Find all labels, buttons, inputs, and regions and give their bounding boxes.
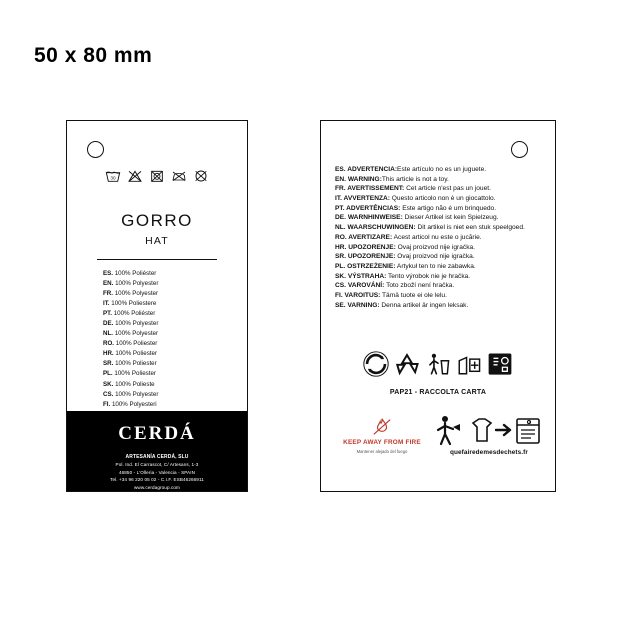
tidy-man-bin-icon (425, 351, 451, 377)
composition-lang: EN. (103, 280, 114, 288)
svg-text:30: 30 (110, 175, 116, 181)
warning-lang: SR. UPOZORENJE: (335, 253, 396, 261)
composition-lang: SK. (103, 380, 114, 388)
wash-30-icon (105, 169, 121, 183)
warning-lang: FR. AVERTISSEMENT: (335, 185, 405, 193)
warning-lang: SE. VARNING: (335, 301, 380, 309)
triman-sorting-icon (433, 413, 545, 447)
warning-item (335, 291, 543, 301)
do-not-tumble-dry-icon (149, 169, 165, 183)
composition-list (103, 269, 158, 420)
warning-lang: RO. AVERTIZARE: (335, 233, 393, 241)
composition-text: 100% Poliéster (114, 270, 157, 277)
warning-item (335, 204, 543, 214)
warning-text: Denna artikel är ingen leksak. (381, 301, 469, 309)
composition-lang: FI. (103, 400, 111, 408)
composition-text: 100% Poliestere (111, 300, 157, 308)
warning-item (335, 233, 543, 243)
warning-item (335, 252, 543, 262)
warning-item (335, 281, 543, 291)
warning-item (335, 243, 543, 253)
warning-list (335, 165, 543, 310)
back-tag (320, 120, 556, 492)
warning-lang: DE. WARNHINWEISE: (335, 214, 403, 222)
composition-text: 100% Polyester (114, 290, 159, 298)
recycle-mobius-icon (394, 351, 420, 377)
composition-text: 100% Poliester (115, 340, 158, 348)
no-fire-icon (371, 417, 393, 437)
do-not-dry-clean-icon (193, 169, 209, 183)
do-not-iron-icon (171, 169, 187, 183)
warning-text: Ovaj proizvod nije igračka. (397, 243, 476, 251)
triman-badge: FR (526, 420, 532, 425)
warning-lang: PL. OSTRZEŻENIE: (335, 262, 396, 270)
read-instructions-icon (487, 351, 513, 377)
warning-item (335, 272, 543, 282)
composition-text: 100% Polyester (115, 320, 159, 328)
do-not-bleach-icon (127, 169, 143, 183)
warning-text: Artykuł ten to nie zabawka. (396, 262, 476, 270)
composition-item (103, 380, 158, 390)
composition-lang: FR. (103, 290, 113, 298)
composition-text: 100% Polyester (115, 280, 159, 288)
warning-item (335, 301, 543, 311)
composition-item (103, 390, 158, 400)
composition-lang: NL. (103, 330, 113, 338)
composition-item (103, 400, 158, 410)
composition-lang: CS. (103, 390, 114, 398)
punch-hole (87, 141, 104, 158)
warning-text: Toto zboží není hračka. (386, 282, 455, 290)
composition-lang: RO. (103, 340, 115, 348)
care-symbol-row (67, 169, 247, 183)
brand-company: ARTESANÍA CERDÁ, SLU (125, 454, 189, 460)
warning-text: Cet article n'est pas un jouet. (406, 185, 491, 193)
warning-item (335, 175, 543, 185)
composition-text: 100% Poliéster (113, 310, 156, 318)
composition-lang: SR. (103, 360, 114, 368)
composition-text: 100% Poliester (115, 360, 157, 368)
warning-item (335, 194, 543, 204)
warning-item (335, 213, 543, 223)
brand-details (67, 453, 247, 499)
composition-item (103, 369, 158, 379)
warning-text: Tento výrobok nie je hračka. (388, 272, 471, 280)
brand-city: 46850 - L'Olleria - Valencia - SPAIN (118, 469, 196, 475)
composition-text: 100% Polyesteri (111, 400, 157, 408)
front-tag (66, 120, 248, 498)
composition-lang: PT. (103, 310, 112, 318)
brand-logo: CERDÁ (118, 423, 196, 444)
warning-text: Acest articol nu este o jucărie. (393, 233, 482, 241)
composition-text: 100% Polyester (114, 330, 159, 338)
warning-text: Questo articolo non è un giocattolo. (391, 195, 496, 203)
composition-text: 100% Polyester (115, 390, 159, 398)
composition-item (103, 299, 158, 309)
warning-item (335, 262, 543, 272)
warning-item (335, 165, 543, 175)
brand-address: Pol. Ind. El Carrascot, C/ Artesans, 1-3 (115, 462, 199, 468)
warning-text: Dit artikel is niet een stuk speelgoed. (417, 224, 525, 232)
warning-text: Este artículo no es un juguete. (397, 166, 487, 173)
triman-block (431, 413, 547, 456)
composition-item (103, 319, 158, 329)
composition-text: 100% Poliester (114, 370, 156, 378)
fire-warning-title: KEEP AWAY FROM FIRE (343, 439, 421, 446)
warning-text: Ovaj proizvod nije igračka. (397, 253, 475, 261)
composition-item (103, 359, 158, 369)
composition-lang: ES. (103, 270, 113, 277)
product-name-sub: HAT (145, 235, 169, 247)
composition-text: 100% Poliester (115, 350, 158, 358)
warning-text: This article is not a toy. (381, 175, 449, 183)
warning-text: Dieser Artikel ist kein Spielzeug. (404, 214, 499, 222)
composition-item (103, 269, 158, 279)
warning-lang: FI. VAROITUS: (335, 291, 381, 299)
composition-item (103, 279, 158, 289)
warning-lang: PT. ADVERTÊNCIAS: (335, 204, 401, 212)
warning-lang: ES. ADVERTENCIA: (335, 166, 398, 173)
composition-lang: HR. (103, 350, 114, 358)
brand-web: www.cerdagroup.com (134, 484, 180, 490)
warning-lang: CS. VAROVÁNÍ: (335, 282, 385, 290)
warning-lang: HR. UPOZORENJE: (335, 243, 396, 251)
keep-packaging-info-icon (456, 351, 482, 377)
composition-item (103, 309, 158, 319)
warning-item (335, 223, 543, 233)
punch-hole (511, 141, 528, 158)
warning-text: Este artigo não é um brinquedo. (402, 204, 497, 212)
warning-lang: IT. AVVERTENZA: (335, 195, 390, 203)
product-name: GORRO (121, 211, 193, 230)
warning-item (335, 184, 543, 194)
green-dot-icon (363, 351, 389, 377)
warning-lang: EN. WARNING: (335, 175, 382, 183)
composition-item (103, 289, 158, 299)
composition-text: 100% Polieste (115, 380, 155, 388)
warning-lang: NL. WAARSCHUWINGEN: (335, 224, 416, 232)
fire-warning-block (343, 417, 421, 454)
warning-lang: SK. VÝSTRAHA: (335, 272, 387, 280)
composition-item (103, 329, 158, 339)
fire-warning-subtitle: Mantener alejado del fuego (356, 449, 408, 454)
composition-lang: PL. (103, 370, 113, 378)
brand-footer (67, 411, 247, 498)
warning-text: Tämä tuote ei ole lelu. (382, 291, 447, 299)
brand-email: info@cerdagroup.com (133, 492, 181, 498)
pap-label: PAP21 - RACCOLTA CARTA (389, 389, 487, 396)
composition-item (103, 349, 158, 359)
eco-icon-row (321, 351, 555, 377)
composition-lang: DE. (103, 320, 114, 328)
triman-url: quefairedemesdechets.fr (450, 449, 528, 456)
brand-phone: Tel. +34 96 220 05 02 - C.I.F. ESB46266911 (110, 477, 204, 483)
dimension-label: 50 x 80 mm (34, 44, 153, 67)
composition-lang: IT. (103, 300, 110, 308)
divider (97, 259, 217, 260)
composition-item (103, 339, 158, 349)
